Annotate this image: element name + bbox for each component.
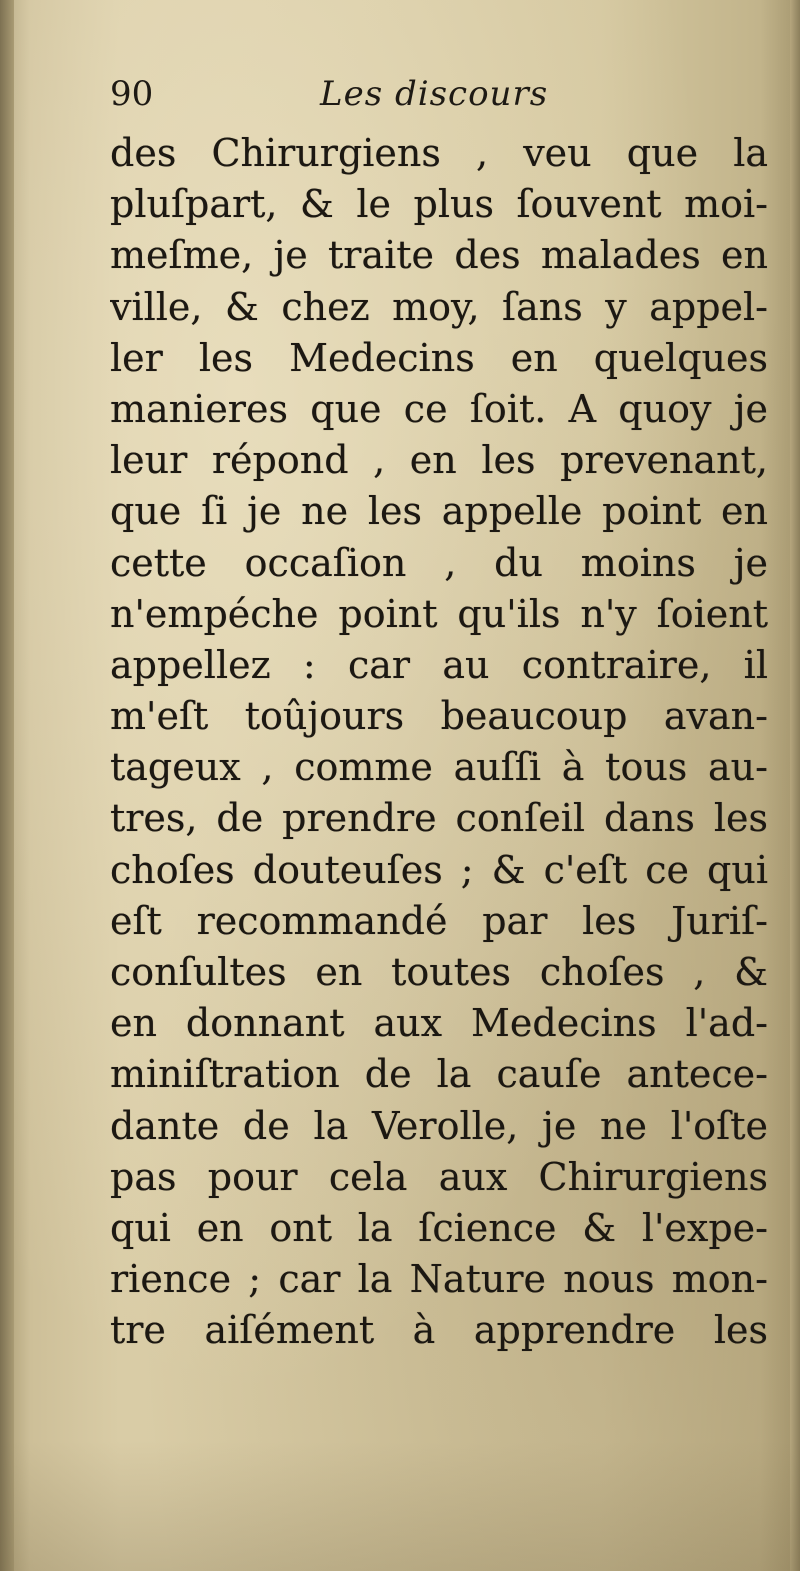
- text-line: rience ; car la Nature nous mon-: [110, 1257, 768, 1302]
- text-line: choſes douteuſes ; & c'eſt ce qui: [110, 847, 768, 892]
- text-line: eſt recommandé par les Juriſ-: [110, 898, 768, 943]
- page-binding-edge: [0, 0, 14, 1571]
- text-line: pas pour cela aux Chirurgiens: [110, 1154, 768, 1199]
- text-line: ler les Medecins en quelques: [110, 335, 768, 380]
- text-line: leur répond , en les prevenant,: [110, 438, 768, 483]
- page-outer-edge: [790, 0, 800, 1571]
- text-line: miniſtration de la cauſe antece-: [110, 1052, 768, 1097]
- page-number: 90: [110, 74, 154, 114]
- text-line: cette occaſion , du moins je: [110, 540, 768, 585]
- text-line: ville, & chez moy, ſans y appel-: [110, 284, 768, 329]
- text-line: m'eſt toûjours beaucoup avan-: [110, 694, 768, 739]
- page-header: [110, 70, 770, 122]
- text-line: tre aiſément à apprendre les: [110, 1308, 768, 1353]
- running-head: Les discours: [320, 74, 549, 114]
- text-line: manieres que ce ſoit. A quoy je: [110, 386, 768, 431]
- text-line: conſultes en toutes choſes , &: [110, 950, 768, 994]
- text-line: des Chirurgiens , veu que la: [110, 131, 768, 175]
- text-line: que ſi je ne les appelle point en: [110, 489, 768, 534]
- text-line: dante de la Verolle, je ne l'oſte: [110, 1103, 768, 1148]
- text-line: appellez : car au contraire, il: [110, 642, 768, 687]
- body-text: [110, 128, 768, 1357]
- text-line: en donnant aux Medecins l'ad-: [110, 1001, 768, 1046]
- text-line: n'empéche point qu'ils n'y ſoient: [110, 591, 768, 636]
- text-line: tres, de prendre conſeil dans les: [110, 796, 768, 841]
- text-line: tageux , comme auſſi à tous au-: [110, 745, 768, 790]
- text-line: meſme, je traite des malades en: [110, 233, 768, 278]
- text-line: qui en ont la ſcience & l'expe-: [110, 1205, 768, 1250]
- text-line: pluſpart, & le plus ſouvent moi-: [110, 182, 768, 227]
- page-shadow: [0, 1441, 800, 1571]
